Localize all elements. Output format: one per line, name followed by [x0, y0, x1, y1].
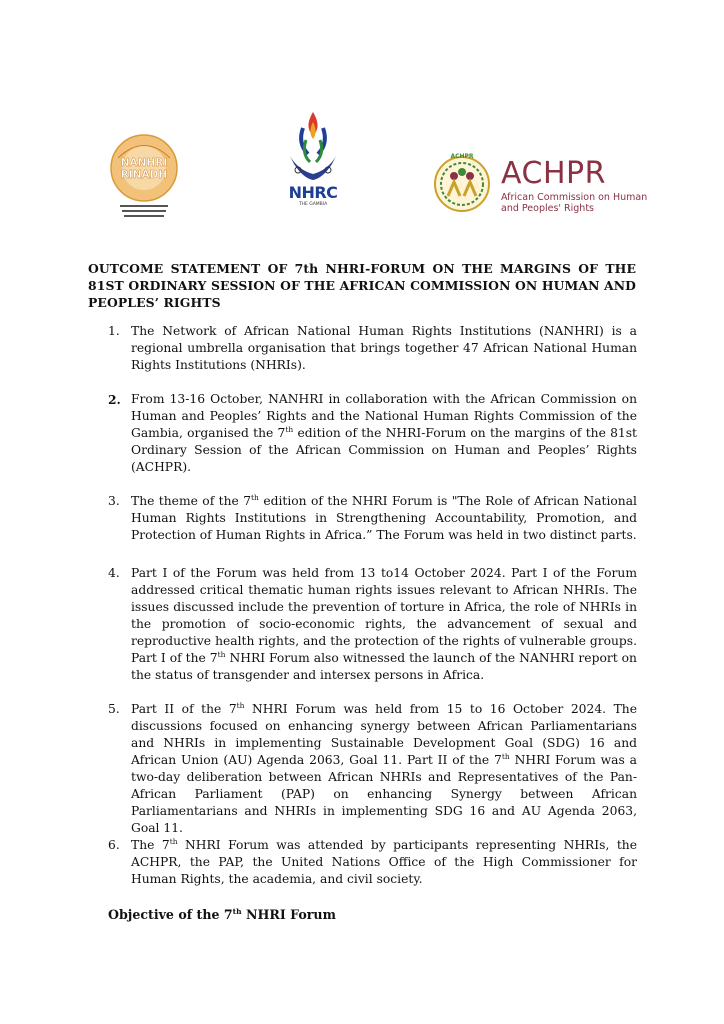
item-text: The theme of the 7th edition of the NHRI Forum is "The Role of African National Human Rights Institutions in Strengthening Accountability, Promotion, and Protection of Human Rights in Africa.” The Forum was held in two distinct parts.: [131, 492, 637, 542]
item-number: 2.: [108, 392, 121, 407]
nhrc-logo-sub: THE GAMBIA: [298, 202, 328, 207]
item-text: The Network of African National Human Rights Institutions (NANHRI) is a regional umbrella organisation that brings together 47 African National Human Rights Institutions (NHRIs).: [131, 324, 637, 372]
achpr-badge-text: ACHPR: [450, 153, 474, 160]
item-text: From 13-16 October, NANHRI in collaboration with the African Commission on Human and Peoples’ Rights and the National Human Rights Commission of the Gambia, organised the 7th edition of the NHRI-Forum on the margins of the 81st Ordinary Session of the African Commission on Human and Peoples’ Rights (ACHPR).: [131, 392, 637, 474]
nanhri-logo-text-2: RINADH: [120, 169, 168, 181]
achpr-logo-full: African Commission on Human and Peoples' Rights: [501, 192, 648, 214]
item-number: 5.: [108, 702, 120, 716]
item-text: Part I of the Forum was held from 13 to14 October 2024. Part I of the Forum addressed critical thematic human rights issues relevant to African NHRIs. The issues discussed include the prevention of torture in Africa, the role of NHRIs in the promotion of socio-economic rights, the advancement of sexual and reproductive health rights, and the protection of the rights of vulnerable groups. Part I of the 7th NHRI Forum also witnessed the launch of the NANHRI report on the status of transgender and intersex persons in Africa.: [131, 566, 637, 682]
section-heading: Objective of the 7th NHRI Forum: [108, 906, 336, 922]
logo-header: [0, 0, 724, 230]
nanhri-logo-icon: [108, 128, 180, 228]
achpr-logo-name: ACHPR: [501, 156, 606, 191]
nhrc-logo-name: NHRC: [288, 183, 338, 202]
nanhri-logo-text-1: NANHRI: [120, 157, 168, 169]
item-text: The 7th NHRI Forum was attended by participants representing NHRIs, the ACHPR, the PAP, the United Nations Office of the High Commissioner for Human Rights, the academia, and civil society.: [131, 836, 637, 886]
item-text: Part II of the 7th NHRI Forum was held from 15 to 16 October 2024. The discussions focused on enhancing synergy between African Parliamentarians and NHRIs in implementing Sustainable Development Goal (SDG) 16 and African Union (AU) Agenda 2063, Goal 11. Part II of the 7th NHRI Forum was a two-day deliberation between African NHRIs and Representatives of the Pan-African Parliament (PAP) on enhancing Synergy between African Parliamentarians and NHRIs in implementing SDG 16 and AU Agenda 2063, Goal 11.: [131, 700, 637, 835]
item-number: 4.: [108, 566, 120, 580]
item-number: 6.: [108, 838, 120, 852]
document-title: OUTCOME STATEMENT OF 7th NHRI-FORUM ON THE MARGINS OF THE 81ST ORDINARY SESSION OF THE AFRICAN COMMISSION ON HUMAN AND PEOPLES’ RIGHTS: [88, 261, 636, 310]
item-number: 3.: [108, 494, 120, 508]
item-number: 1.: [108, 324, 120, 338]
achpr-wordmark: [501, 158, 661, 214]
achpr-emblem-icon: [432, 150, 492, 216]
